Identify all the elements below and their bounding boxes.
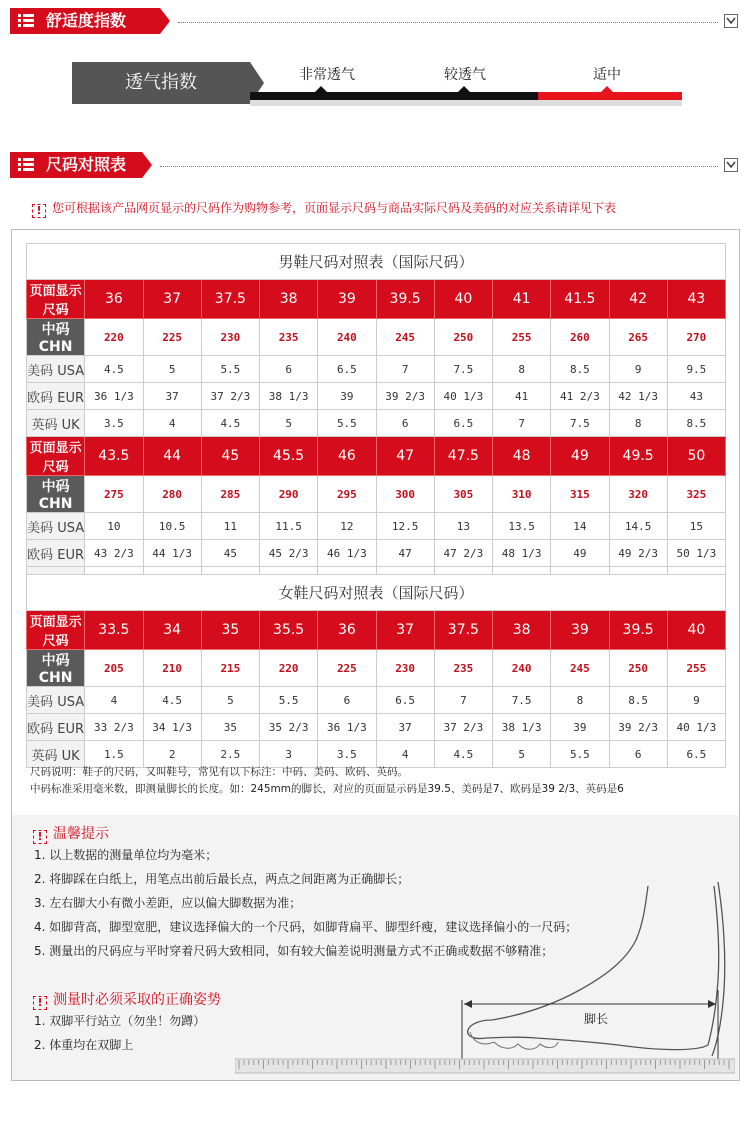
men-row-usa [27,513,726,540]
size-cell: 11.5 [260,513,318,540]
size-cell: 5.5 [551,741,609,768]
size-cell: 245 [551,650,609,687]
size-cell: 14 [551,513,609,540]
stage-marker [458,86,470,92]
row-header: 欧码 EUR [27,714,85,741]
size-cell: 41 [493,383,551,410]
size-cell: 48 [493,437,551,476]
size-notice [32,199,616,218]
size-cell: 5 [260,410,318,437]
size-cell: 5.5 [201,356,259,383]
size-cell: 7 [434,687,492,714]
size-cell: 255 [667,650,725,687]
size-cell: 39 [318,280,376,319]
size-cell: 38 1/3 [260,383,318,410]
size-cell: 255 [493,319,551,356]
tips-heading [33,823,109,844]
size-cell: 1.5 [85,741,143,768]
list-icon [18,158,34,172]
size-cell: 7 [376,356,434,383]
size-cell: 305 [434,476,492,513]
row-header: 页面显示尺码 [27,437,85,476]
size-cell: 37 [376,714,434,741]
row-header: 页面显示尺码 [27,611,85,650]
size-cell: 4 [85,687,143,714]
size-cell: 10.5 [143,513,201,540]
size-cell: 8 [493,356,551,383]
size-cell: 9.5 [667,356,725,383]
size-cell: 265 [609,319,667,356]
size-cell: 260 [551,319,609,356]
explanation-line: 中码标准采用毫米数，即测量脚长的长度。如：245mm的脚长，对应的页面显示码是39.5、美码是7、欧码是39 2/3、英码是6 [30,783,624,795]
size-cell: 38 [260,280,318,319]
size-cell: 4 [143,410,201,437]
size-cell: 220 [260,650,318,687]
tip-item: 2. 将脚踩在白纸上，用笔点出前后最长点，两点之间距离为正确脚长； [34,872,410,886]
size-explanation [30,764,624,798]
size-cell: 215 [201,650,259,687]
size-cell: 36 1/3 [85,383,143,410]
size-cell: 250 [434,319,492,356]
size-cell: 6.5 [667,741,725,768]
size-cell: 33 2/3 [85,714,143,741]
size-cell: 37 2/3 [434,714,492,741]
size-cell: 205 [85,650,143,687]
size-cell: 41 [493,280,551,319]
size-cell: 13.5 [493,513,551,540]
tip-item: 1. 以上数据的测量单位均为毫米； [34,848,218,862]
size-cell: 40 [667,611,725,650]
size-cell: 35 2/3 [260,714,318,741]
size-cell: 3.5 [318,741,376,768]
size-cell: 42 [609,280,667,319]
size-cell: 9 [609,356,667,383]
size-cell: 49.5 [609,437,667,476]
size-cell: 6.5 [318,356,376,383]
men-row-uk [27,410,726,437]
posture-item: 1. 双脚平行站立（勿坐！勿蹲） [34,1014,206,1028]
tips-title: 温馨提示 [53,826,109,842]
size-cell: 230 [201,319,259,356]
men-table-title: 男鞋尺码对照表（国际尺码） [27,244,726,280]
men-size-table [26,243,726,594]
size-cell: 290 [260,476,318,513]
size-cell: 46 1/3 [318,540,376,567]
size-cell: 49 2/3 [609,540,667,567]
size-cell: 240 [318,319,376,356]
men-row-eur [27,383,726,410]
size-cell: 235 [434,650,492,687]
size-cell: 5.5 [260,687,318,714]
size-cell: 37.5 [201,280,259,319]
size-cell: 43 [667,280,725,319]
breathability-label: 透气指数 [72,62,250,104]
comfort-section-title: 舒适度指数 [46,11,127,30]
size-cell: 3.5 [85,410,143,437]
row-header: 中码 CHN [27,476,85,513]
size-cell: 4.5 [201,410,259,437]
size-cell: 8 [609,410,667,437]
row-header: 中码 CHN [27,319,85,356]
scale-bar-active [538,92,682,100]
size-cell: 240 [493,650,551,687]
size-cell: 7.5 [493,687,551,714]
size-cell: 4.5 [143,687,201,714]
row-header: 美码 USA [27,687,85,714]
size-cell: 36 [85,280,143,319]
section-divider [178,22,718,23]
size-cell: 250 [609,650,667,687]
stage-very-breathable: 非常透气 [299,67,355,83]
chevron-down-icon[interactable] [724,158,738,172]
size-cell: 47 [376,437,434,476]
women-table-title: 女鞋尺码对照表（国际尺码） [27,575,726,611]
size-cell: 8 [551,687,609,714]
ruler-illustration [235,1057,735,1075]
men-row-usa [27,356,726,383]
size-cell: 45 [201,540,259,567]
size-cell: 10 [85,513,143,540]
list-icon [18,14,34,28]
size-cell: 225 [143,319,201,356]
size-cell: 50 1/3 [667,540,725,567]
section-divider [160,166,718,167]
women-size-table [26,574,726,768]
comfort-section-tab [10,8,160,34]
men-row-chn [27,476,726,513]
size-cell: 6.5 [376,687,434,714]
row-header: 欧码 EUR [27,383,85,410]
size-cell: 39 2/3 [609,714,667,741]
size-cell: 38 1/3 [493,714,551,741]
women-row-page [27,611,726,650]
size-cell: 47.5 [434,437,492,476]
size-cell: 4 [376,741,434,768]
size-cell: 15 [667,513,725,540]
size-cell: 35.5 [260,611,318,650]
size-cell: 35 [201,714,259,741]
size-cell: 43 [667,383,725,410]
size-cell: 41 2/3 [551,383,609,410]
foot-length-label: 脚长 [584,1012,609,1026]
size-cell: 235 [260,319,318,356]
size-section-header [10,152,740,178]
size-cell: 8.5 [667,410,725,437]
size-cell: 7.5 [434,356,492,383]
size-cell: 13 [434,513,492,540]
size-cell: 3 [260,741,318,768]
stage-marker-active [601,86,613,92]
posture-title: 测量时必须采取的正确姿势 [53,992,221,1008]
breathability-indicator [72,62,682,104]
posture-list [34,1009,205,1057]
scale-bar-dark [250,92,540,100]
row-header: 页面显示尺码 [27,280,85,319]
chevron-down-icon[interactable] [724,14,738,28]
size-cell: 9 [667,687,725,714]
tip-item: 4. 如脚背高，脚型宽肥，建议选择偏大的一个尺码，如脚背扁平、脚型纤瘦，建议选择偏小的一尺码； [34,920,578,934]
size-cell: 325 [667,476,725,513]
size-cell: 225 [318,650,376,687]
size-cell: 39 [551,611,609,650]
size-cell: 320 [609,476,667,513]
size-cell: 6.5 [434,410,492,437]
size-cell: 39.5 [376,280,434,319]
size-cell: 47 2/3 [434,540,492,567]
explanation-line: 尺码说明：鞋子的尺码，又叫鞋号，常见有以下标注：中码、美码、欧码、英码。 [30,766,408,778]
size-cell: 37 [143,383,201,410]
size-cell: 41.5 [551,280,609,319]
size-cell: 49 [551,437,609,476]
size-cell: 34 [143,611,201,650]
size-cell: 35 [201,611,259,650]
size-cell: 210 [143,650,201,687]
size-cell: 47 [376,540,434,567]
size-cell: 8.5 [551,356,609,383]
row-header: 中码 CHN [27,650,85,687]
size-cell: 45.5 [260,437,318,476]
size-cell: 12 [318,513,376,540]
size-cell: 280 [143,476,201,513]
size-cell: 270 [667,319,725,356]
men-row-chn [27,319,726,356]
tip-item: 5. 测量出的尺码应与平时穿着尺码大致相同，如有较大偏差说明测量方式不正确或数据不够精准； [34,944,554,958]
stage-moderate: 适中 [593,67,621,83]
size-cell: 45 2/3 [260,540,318,567]
size-cell: 34 1/3 [143,714,201,741]
size-cell: 310 [493,476,551,513]
size-cell: 6 [318,687,376,714]
size-cell: 8.5 [609,687,667,714]
stage-marker [315,86,327,92]
size-cell: 4.5 [85,356,143,383]
warning-icon: ! [33,830,47,844]
warning-icon: ! [32,204,46,218]
men-row-page [27,280,726,319]
size-cell: 11 [201,513,259,540]
size-cell: 275 [85,476,143,513]
size-cell: 220 [85,319,143,356]
size-cell: 285 [201,476,259,513]
women-row-usa [27,687,726,714]
tip-item: 3. 左右脚大小有微小差距，应以偏大脚数据为准； [34,896,302,910]
women-row-chn [27,650,726,687]
size-cell: 38 [493,611,551,650]
size-cell: 44 [143,437,201,476]
size-section-tab [10,152,142,178]
size-cell: 40 [434,280,492,319]
warning-icon: ! [33,996,47,1010]
size-cell: 36 1/3 [318,714,376,741]
size-notice-text: 您可根据该产品网页显示的尺码作为购物参考，页面显示尺码与商品实际尺码及美码的对应关系请详见下表 [52,201,617,215]
size-cell: 2 [143,741,201,768]
size-cell: 40 1/3 [434,383,492,410]
size-cell: 245 [376,319,434,356]
size-cell: 37 [376,611,434,650]
posture-heading [33,989,221,1010]
size-cell: 5 [143,356,201,383]
women-row-eur [27,714,726,741]
row-header: 美码 USA [27,513,85,540]
size-cell: 39 [551,714,609,741]
row-header: 美码 USA [27,356,85,383]
size-cell: 40 1/3 [667,714,725,741]
size-cell: 50 [667,437,725,476]
foot-measure-illustration [456,880,736,1070]
size-cell: 44 1/3 [143,540,201,567]
row-header: 英码 UK [27,410,85,437]
comfort-section-header [10,8,740,34]
size-cell: 46 [318,437,376,476]
size-cell: 12.5 [376,513,434,540]
row-header: 欧码 EUR [27,540,85,567]
size-cell: 295 [318,476,376,513]
stage-breathable: 较透气 [444,67,486,83]
size-cell: 49 [551,540,609,567]
size-cell: 14.5 [609,513,667,540]
size-cell: 43 2/3 [85,540,143,567]
men-row-page [27,437,726,476]
size-cell: 43.5 [85,437,143,476]
size-cell: 5 [493,741,551,768]
size-cell: 39.5 [609,611,667,650]
size-cell: 37.5 [434,611,492,650]
size-cell: 45 [201,437,259,476]
size-cell: 2.5 [201,741,259,768]
size-cell: 4.5 [434,741,492,768]
size-cell: 5.5 [318,410,376,437]
size-cell: 39 2/3 [376,383,434,410]
size-cell: 6 [376,410,434,437]
size-cell: 5 [201,687,259,714]
size-cell: 300 [376,476,434,513]
size-cell: 37 [143,280,201,319]
size-cell: 48 1/3 [493,540,551,567]
size-cell: 39 [318,383,376,410]
size-cell: 6 [260,356,318,383]
size-cell: 33.5 [85,611,143,650]
size-cell: 230 [376,650,434,687]
posture-item: 2. 体重均在双脚上 [34,1038,134,1052]
size-cell: 7 [493,410,551,437]
size-cell: 36 [318,611,376,650]
size-section-title: 尺码对照表 [46,155,127,174]
size-cell: 37 2/3 [201,383,259,410]
size-cell: 42 1/3 [609,383,667,410]
size-cell: 315 [551,476,609,513]
size-cell: 6 [609,741,667,768]
row-header: 英码 UK [27,741,85,768]
size-cell: 7.5 [551,410,609,437]
men-row-eur [27,540,726,567]
scale-bar-base [250,100,682,106]
